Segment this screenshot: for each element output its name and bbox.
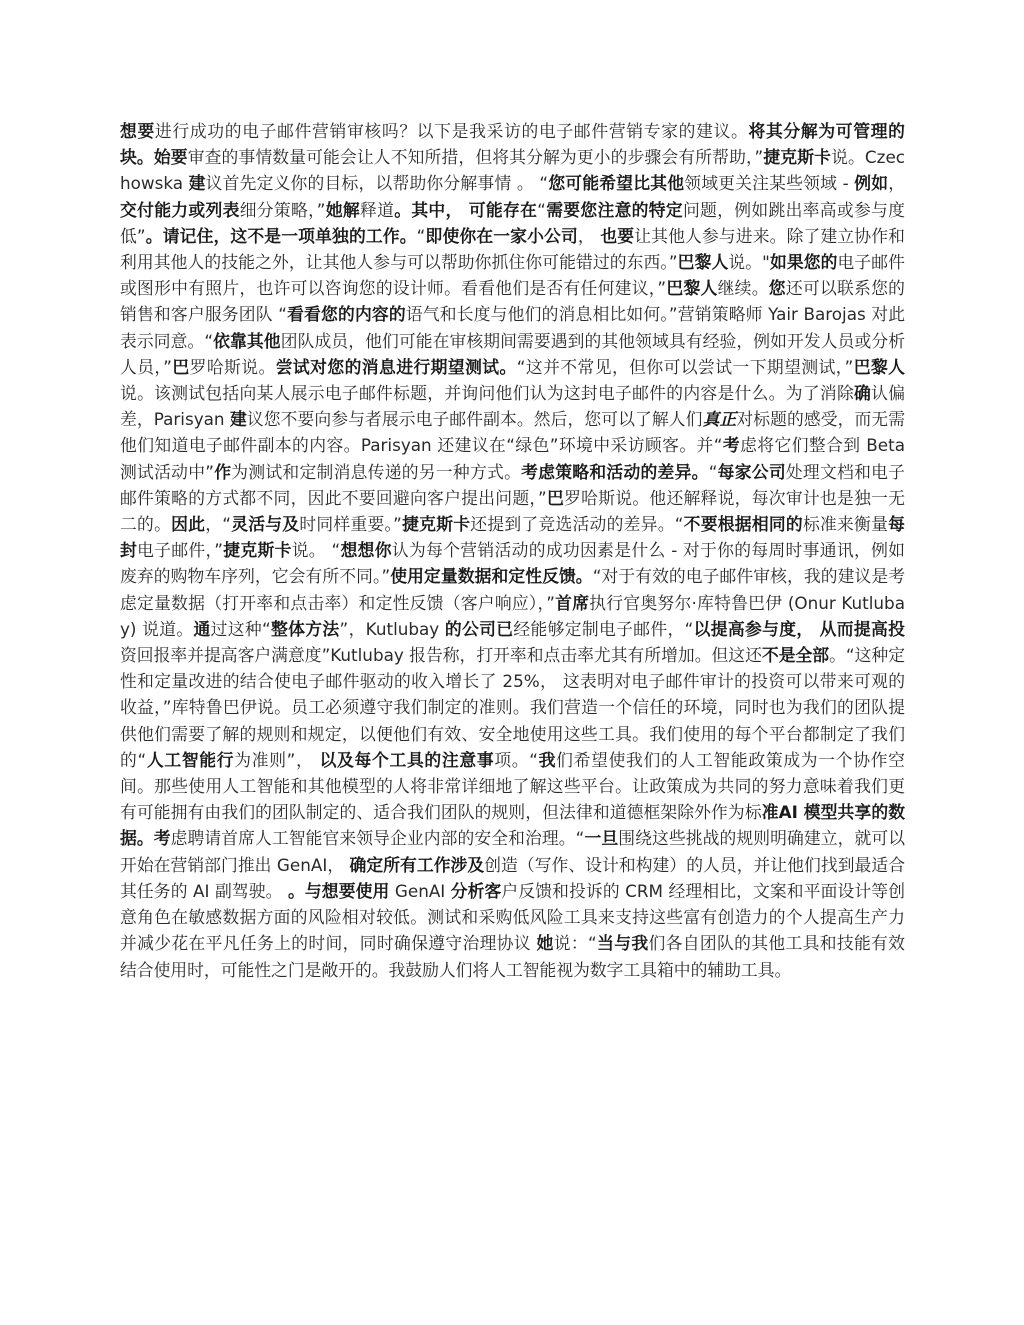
emphasis-text: 每家公司 <box>717 461 786 482</box>
emphasis-text: 也要 <box>600 225 635 246</box>
emphasis-text: 捷克斯卡 <box>763 147 832 168</box>
body-text: 还提到了竞选活动的差异。“ <box>470 514 684 535</box>
body-text: 说。" <box>728 252 770 273</box>
body-text: 项。“ <box>494 749 538 770</box>
emphasis-text: 准AI 模型共享的数据。考 <box>120 802 905 849</box>
body-text: 领域更关注某些领域 - <box>684 173 855 194</box>
emphasis-text: 我 <box>537 749 557 770</box>
emphasis-text: 通 <box>193 618 211 639</box>
body-text: 释道 <box>360 199 395 220</box>
body-text: ”，Kutlubay <box>339 618 445 639</box>
article-body <box>120 118 905 983</box>
body-text: 经能够定制电子邮件，“ <box>513 618 694 639</box>
emphasis-text: 捷克斯卡 <box>401 514 471 535</box>
emphasis-text: 。与想要使用 <box>288 880 390 901</box>
body-text: GenAI <box>389 880 451 901</box>
emphasis-text: 当与我 <box>596 933 649 954</box>
emphasis-text: 分析客 <box>450 880 502 901</box>
emphasis-text: 。请记住，这不是一项单独的工作。 <box>145 225 417 246</box>
emphasis-text: 想要 <box>120 121 155 141</box>
body-text: 语气和长度与他们的消息相比如何。”营销策略师 Yair Barojas 对此表示同意。“ <box>120 304 905 351</box>
emphasis-text: 首席 <box>554 592 590 613</box>
emphasis-text: 您 <box>768 278 786 299</box>
body-text: 进行成功的电子邮件营销审核吗？以下是我采访的电子邮件营销专家的建议。 <box>154 121 749 141</box>
emphasis-text: 她解 <box>325 199 361 220</box>
emphasis-text: 使用定量数据和定性反馈。 <box>390 566 593 587</box>
body-text: 虑聘请首席人工智能官来领导企业内部的安全和治理。“ <box>170 828 585 849</box>
body-text: 认为每个营销活动的成功因素是什么 - 对于你的每周时事通讯，例如废弃的购物车序列，它会有所不同。” <box>120 540 905 587</box>
emphasis-text: 巴黎人 <box>666 278 718 299</box>
body-text: 为测试和定制消息传递的另一种方式。 <box>231 461 522 482</box>
emphasis-text: 她 <box>536 933 554 954</box>
emphasis-text: 依靠其他 <box>213 330 281 351</box>
emphasis-text: 考虑策略和活动的差异。 <box>521 461 709 482</box>
emphasis-text: 想想你 <box>340 540 392 561</box>
body-text: 们各自团队的其他工具和技能有效结合使用时，可能性之门是敞开的。我鼓励人们将人工智能视为数字工具箱中的辅助工具。 <box>120 933 905 980</box>
emphasis-text: 整体方法 <box>270 618 340 639</box>
body-text: 。“这种定性和定量改进的结合使电子邮件驱动的收入增长了 25%， 这表明对电子邮件审计的投资可以带来可观的收益，”库特鲁巴伊说。员工必须遵守我们制定的准则。我们营造一个信任的环境，同时也为我们的团队提供他们需要了解的规则和规定，以便他们有效、安全地使用这些工具。我们使用的每个平台都制定了我们的“ <box>120 645 905 770</box>
emphasis-text: 看看您的内容的 <box>286 304 406 325</box>
body-text: 电子邮件或图形中有照片，也许可以咨询您的设计师。看看他们是否有任何建议，” <box>120 252 905 299</box>
emphasis-text: 不是全部 <box>761 645 830 666</box>
body-text: 为准则”， <box>234 749 320 770</box>
body-text: 说。Czechowska <box>120 147 905 194</box>
emphasis-text: 确定所有工作涉及 <box>349 854 485 875</box>
emphasis-text: 灵活与及 <box>230 514 300 535</box>
body-text: 时同样重要。” <box>299 514 402 535</box>
body-text: 还可以联系您的销售和客户服务团队 “ <box>120 278 905 325</box>
emphasis-text: 如果您的 <box>769 252 838 273</box>
emphasis-text: 巴黎人 <box>677 252 729 273</box>
emphasis-text: 一旦 <box>584 828 619 849</box>
body-text: 电子邮件，” <box>137 540 223 561</box>
emphasis-text: 例如 <box>854 173 889 194</box>
emphasis-text: 建 <box>188 173 206 194</box>
body-text: 创造（写作、设计和构建）的人员，并让他们找到最适合其任务的 AI 副驾驶。 <box>120 854 905 901</box>
body-text: 团队成员，他们可能在审核期间需要遇到的其他领域具有经验，例如开发人员或分析人员，” <box>120 330 905 377</box>
emphasis-italic-text: 真正 <box>702 409 737 430</box>
body-text: 资回报率并提高客户满意度”Kutlubay 报告称，打开率和点击率尤其有所增加。但这还 <box>120 645 762 666</box>
body-text: 户反馈和投诉的 CRM 经理相比，文案和平面设计等创意角色在敏感数据方面的风险相对较低。测试和采购低风险工具来支持这些富有创造力的个人提高生产力并减少花在平凡任务上的时间，同时确保遵守治理协议 <box>120 880 905 954</box>
body-text: 认偏差，Parisyan <box>120 383 905 430</box>
body-text: “对于有效的电子邮件审核，我的建议是考虑定量数据（打开率和点击率）和定性反馈（客户响应），” <box>120 566 905 613</box>
document-page <box>120 118 905 983</box>
body-text: 说。 “ <box>291 540 341 561</box>
emphasis-text: 考 <box>722 435 741 456</box>
body-text: 议首先定义你的目标，以帮助你分解事情 。 “ <box>205 173 549 194</box>
body-text: 审查的事情数量可能会让人不知所措，但将其分解为更小的步骤会有所帮助，” <box>187 147 764 168</box>
body-text: 们希望使我们的人工智能政策成为一个协作空间。那些使用人工智能和其他模型的人将非常详细地了解这些平台。让政策成为共同的努力意味着我们更有可能拥有由我们的团队制定的、适合我们团队的规则，但法律和道德框架除外作为标 <box>120 749 905 823</box>
body-text: 围绕这些挑战的规则明确建立，就可以开始在营销部门推出 GenAI， <box>120 828 905 875</box>
emphasis-text: 您可能希望比其他 <box>548 173 685 194</box>
emphasis-text: 每封 <box>120 514 905 561</box>
emphasis-text: 捷克斯卡 <box>222 540 292 561</box>
emphasis-text: 人工智能行 <box>146 749 235 770</box>
body-text: 虑将它们整合到 Beta 测试活动中” <box>120 435 905 482</box>
body-text: 罗哈斯说。他还解释说，每次审计也是独一无二的。 <box>120 487 905 535</box>
emphasis-text: 尝试对您的消息进行期望测试。 <box>275 356 517 377</box>
body-text: 让其他人参与进来。除了建立协作和利用其他人的技能之外，让其他人参与可以帮助你抓住你可能错过的东西。” <box>120 225 905 273</box>
body-text: 议您不要向参与者展示电子邮件副本。然后，您可以了解人们 <box>246 409 703 430</box>
emphasis-text: 以及每个工具的注意事 <box>319 749 495 770</box>
body-text: 问题，例如跳出率高或参与度低” <box>120 199 905 246</box>
emphasis-text: 不要根据相同的 <box>683 514 803 535</box>
body-text: 说：“ <box>553 933 597 954</box>
body-text: ， <box>577 225 601 246</box>
emphasis-text: 以提高参与度， 从而提高投 <box>693 618 905 639</box>
emphasis-text: 将其分解为可管理的块。始要 <box>120 121 905 168</box>
body-text: “ <box>416 225 426 246</box>
body-text: ，“ <box>205 514 231 535</box>
body-text: 细分策略，” <box>239 199 326 220</box>
emphasis-text: 巴黎人 <box>853 356 905 377</box>
emphasis-text: 需要您注意的特定 <box>545 199 683 220</box>
body-text: “ <box>537 199 546 220</box>
emphasis-text: 巴 <box>546 487 565 508</box>
emphasis-text: 的公司已 <box>444 618 514 639</box>
emphasis-text: 因此 <box>171 514 206 535</box>
emphasis-text: 作 <box>213 461 232 482</box>
emphasis-text: 。其中， 可能存在 <box>394 199 538 220</box>
body-text: ， <box>888 173 905 194</box>
emphasis-text: 交付能力或列表 <box>120 199 240 220</box>
emphasis-text: 确 <box>854 383 872 404</box>
body-text: “ <box>708 461 718 482</box>
emphasis-text: 建 <box>230 409 247 430</box>
body-text: 标准来衡量 <box>802 514 889 535</box>
emphasis-text <box>703 409 737 429</box>
body-text: 对标题的感受，而无需他们知道电子邮件副本的内容。Parisyan 还建议在“绿色”环境中采访顾客。并“ <box>120 409 905 456</box>
body-text: 罗哈斯说。 <box>189 356 276 377</box>
body-text: 处理文档和电子邮件策略的方式都不同，因此不要回避向客户提出问题，” <box>120 461 905 508</box>
body-text: 继续。 <box>717 278 769 299</box>
emphasis-text: 即使你在一家小公司 <box>425 225 578 246</box>
body-text: “这并不常见，但你可以尝试一下期望测试，” <box>516 356 854 377</box>
emphasis-text: 巴 <box>171 356 190 377</box>
body-text: 执行官奥努尔·库特鲁巴伊 (Onur Kutlubay) 说道。 <box>120 592 905 639</box>
body-text: 过这种“ <box>210 618 271 639</box>
body-text: 说。该测试包括向某人展示电子邮件标题，并询问他们认为这封电子邮件的内容是什么。为了消除 <box>120 383 855 404</box>
